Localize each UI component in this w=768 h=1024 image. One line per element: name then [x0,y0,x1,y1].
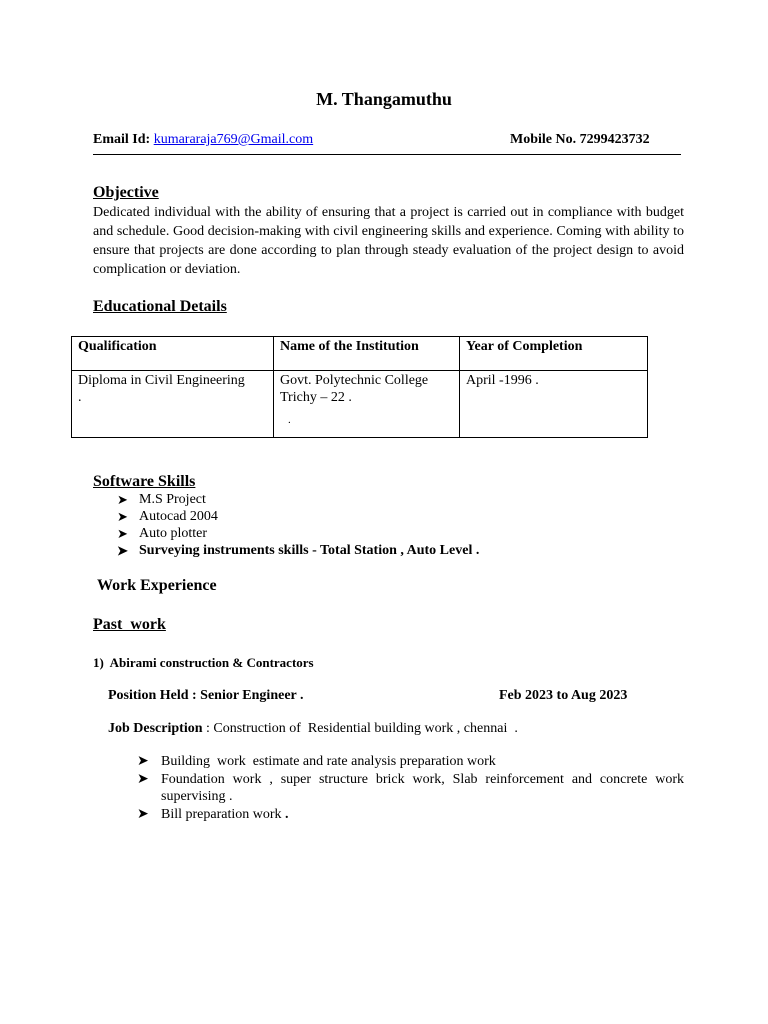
header-divider [93,154,681,155]
employment-period: Feb 2023 to Aug 2023 [499,688,628,703]
job-description [108,721,518,737]
job-description-label: Job Description [108,721,203,736]
duty-end-mark: . [285,807,289,822]
qualification-cell [72,371,274,438]
list-item [137,771,684,805]
software-skills-list [117,491,480,559]
table-row [72,371,648,438]
arrow-bullet-icon: ➤ [137,772,149,787]
duty-text: Bill preparation work [161,807,286,822]
list-item [117,542,480,559]
email-row [93,132,313,148]
list-item [117,525,479,542]
education-heading: Educational Details [93,298,227,315]
column-header-year: Year of Completion [460,337,648,371]
list-item [137,753,684,770]
skill-label: Autocad 2004 [139,509,218,524]
qualification-mark: . [78,390,82,405]
past-work-heading: Past work [93,616,166,633]
list-item [137,806,684,823]
position-held: Position Held : Senior Engineer . [108,688,304,703]
institution-line2: Trichy – 22 . [280,390,352,405]
arrow-bullet-icon: ➤ [137,807,149,822]
arrow-bullet-icon: ➤ [117,526,128,541]
software-heading: Software Skills [93,473,196,490]
arrow-bullet-icon: ➤ [117,509,128,524]
year-cell: April -1996 . [460,371,648,438]
email-label: Email Id: [93,132,154,147]
candidate-name: M. Thangamuthu [316,89,452,109]
qualification-value: Diploma in Civil Engineering [78,373,245,388]
objective-text: Dedicated individual with the ability of ensuring that a project is carried out in compliance with budget and schedule. Good decision-making with civil engineering skills and experience. Coming with ability to ensure that projects are done according to plan through steady evaluation of the project design to avoid complication or deviation. [93,205,684,277]
education-table [71,336,648,438]
company-name: 1) Abirami construction & Contractors [93,655,314,670]
column-header-institution: Name of the Institution [274,337,460,371]
table-header-row [72,337,648,371]
column-header-qualification: Qualification [72,337,274,371]
mobile-number: Mobile No. 7299423732 [510,132,650,147]
duties-list [137,753,684,824]
duty-text: Foundation work , super structure brick work, Slab reinforcement and concrete work supervising . [161,772,684,804]
arrow-bullet-icon: ➤ [117,492,128,507]
list-item [117,508,479,525]
email-link[interactable]: kumararaja769@Gmail.com [153,132,314,147]
skill-label: Surveying instruments skills - Total Station , Auto Level . [139,543,480,558]
institution-mark: . [288,414,291,426]
work-experience-heading: Work Experience [97,577,217,594]
list-item [117,491,479,508]
skill-label: M.S Project [139,492,206,507]
arrow-bullet-icon: ➤ [117,543,128,558]
arrow-bullet-icon: ➤ [137,754,149,769]
duty-text: Building work estimate and rate analysis preparation work [161,754,496,769]
job-description-text: : Construction of Residential building work , chennai . [202,721,518,736]
skill-label: Auto plotter [139,526,208,541]
institution-line1: Govt. Polytechnic College [280,373,429,388]
objective-heading: Objective [93,184,159,201]
institution-cell [274,371,460,438]
